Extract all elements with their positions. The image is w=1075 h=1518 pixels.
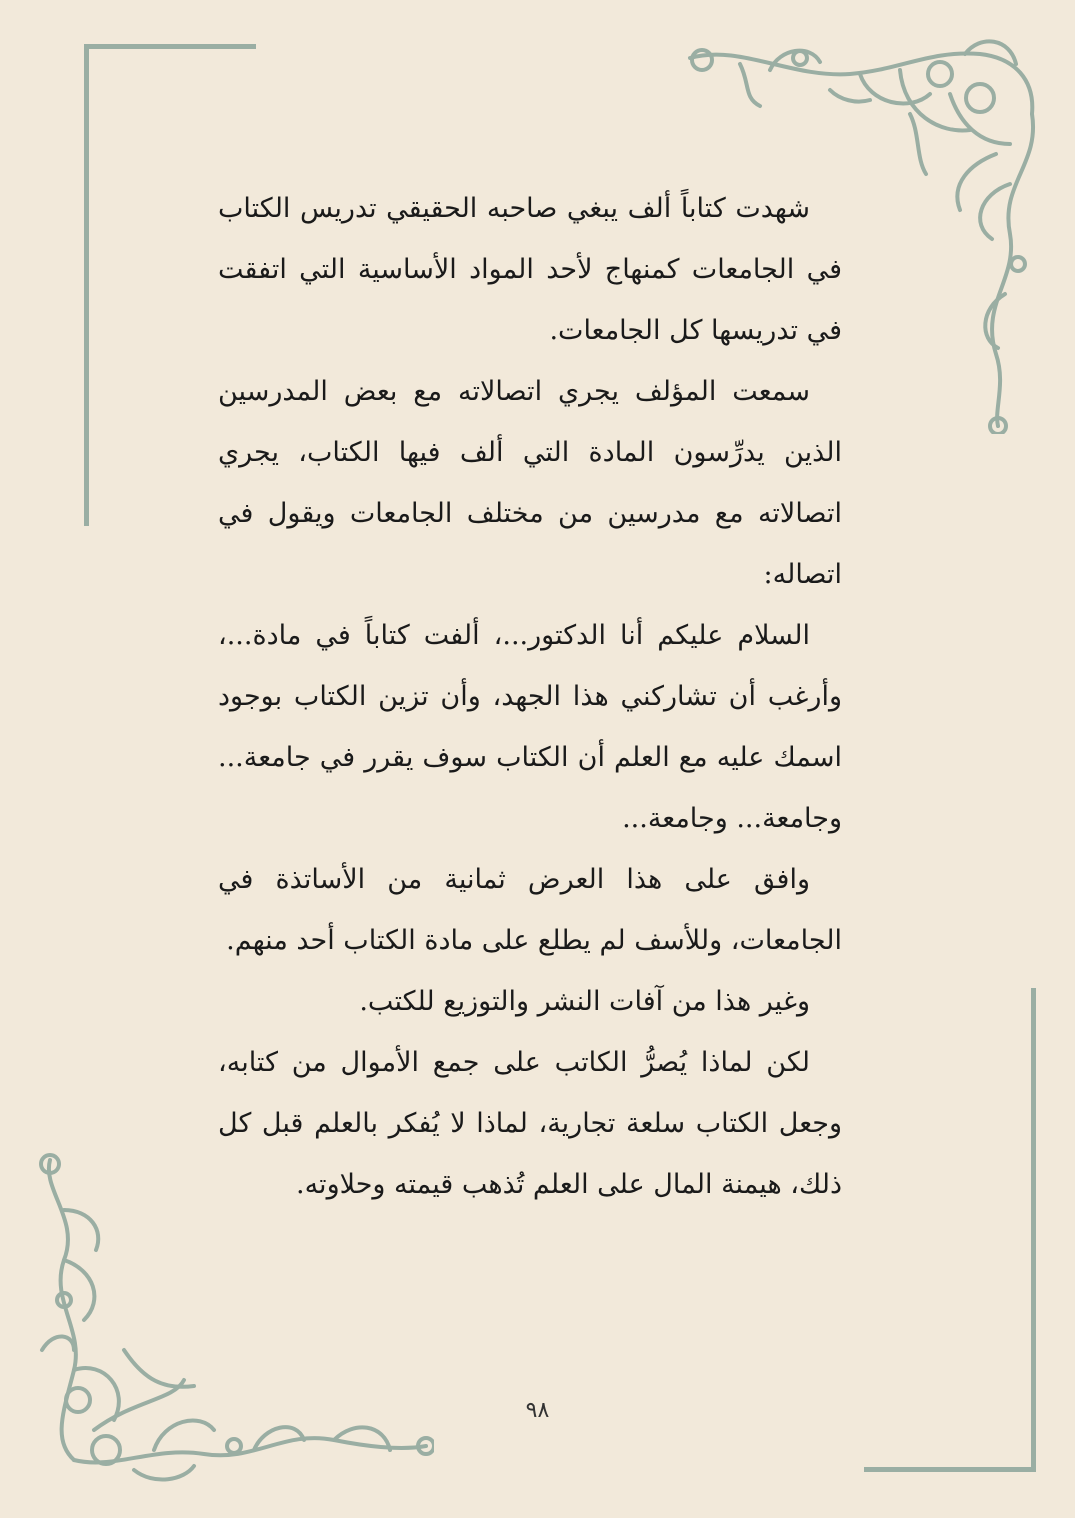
page-number: ٩٨: [525, 1398, 550, 1423]
paragraph-1: شهدت كتاباً ألف يبغي صاحبه الحقيقي تدريس الكتاب في الجامعات كمنهاج لأحد المواد الأساسية التي اتفقت في تدريسها كل الجامعات.: [218, 193, 842, 346]
paragraph-3: السلام عليكم أنا الدكتور...، ألفت كتاباً في مادة...، وأرغب أن تشاركني هذا الجهد، وأن تزين الكتاب بوجود اسمك عليه مع العلم أن الكتاب سوف يقرر في جامعة... وجامعة... وجامعة...: [218, 620, 842, 834]
frame-top-left-vertical: [84, 44, 89, 526]
paragraph-2: سمعت المؤلف يجري اتصالاته مع بعض المدرسين الذين يدرِّسون المادة التي ألف فيها الكتاب، يجري اتصالاته مع مدرسين من مختلف الجامعات ويقول في اتصاله:: [218, 376, 842, 590]
frame-bottom-right-horizontal: [864, 1467, 1036, 1472]
paragraph-4: وافق على هذا العرض ثمانية من الأساتذة في الجامعات، وللأسف لم يطلع على مادة الكتاب أحد منهم.: [218, 864, 842, 956]
body-text: [218, 178, 842, 1215]
paragraph-6: لكن لماذا يُصرُّ الكاتب على جمع الأموال من كتابه، وجعل الكتاب سلعة تجارية، لماذا لا يُفكر بالعلم قبل كل ذلك، هيمنة المال على العلم تُذهب قيمته وحلاوته.: [218, 1047, 842, 1200]
frame-top-left-horizontal: [84, 44, 256, 49]
paragraph-5: وغير هذا من آفات النشر والتوزيع للكتب.: [359, 986, 810, 1017]
